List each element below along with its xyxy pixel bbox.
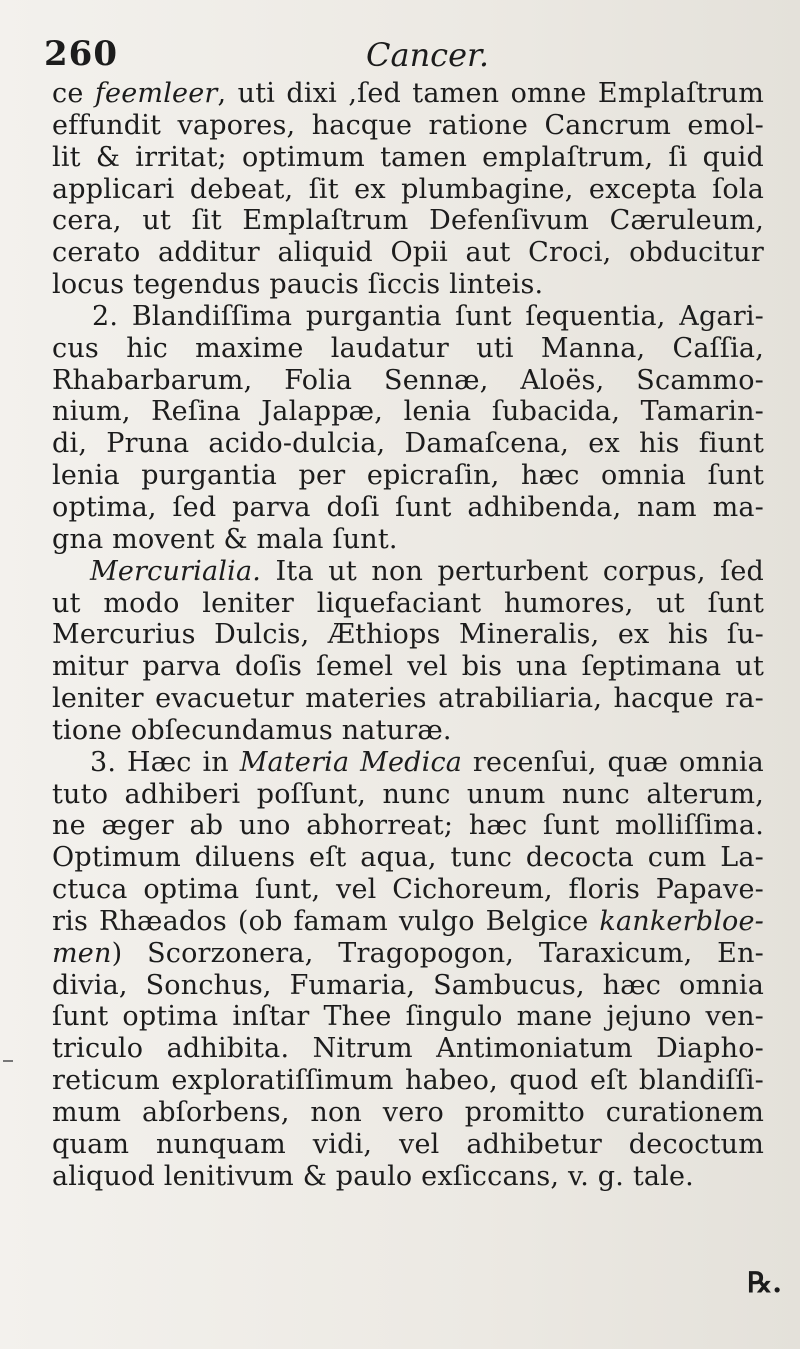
text-line: Optimum diluens eſt aqua, tunc decocta cum La- [52, 842, 764, 874]
text-line: ſunt optima inſtar Thee ſingulo mane jejuno ven- [52, 1001, 764, 1033]
text-line: ris Rhæados (ob famam vulgo Belgice kankerbloe- [52, 905, 764, 937]
page-header [44, 26, 764, 76]
text-line: lenia purgantia per epicraſin, hæc omnia ſunt [52, 460, 764, 492]
running-head: Cancer. [366, 36, 489, 74]
text-line: di, Pruna acido-dulcia, Damaſcena, ex his fiunt [52, 428, 764, 460]
text-line: cus hic maxime laudatur uti Manna, Caſſia, [52, 332, 764, 364]
text-line: mum abſorbens, non vero promitto curationem [52, 1097, 764, 1128]
text-line: gna movent & mala ſunt. [52, 523, 398, 555]
text-line: men) Scorzonera, Tragopogon, Taraxicum, En- [52, 937, 764, 969]
text-line: lit & irritat; optimum tamen emplaſtrum, ſi quid [52, 141, 764, 173]
text-line: ne æger ab uno abhorreat; hæc ſunt molliſſima. [52, 810, 764, 842]
text-line: ctuca optima ſunt, vel Cichoreum, floris Papave- [52, 874, 764, 906]
text-line: 2. Blandiſſima purgantia ſunt ſequentia, Agari- [92, 300, 764, 332]
text-line: quam nunquam vidi, vel adhibetur decoctum [52, 1128, 764, 1160]
text-line: tione obſecundamus naturæ. [52, 714, 452, 746]
text-line: optima, ſed parva doſi ſunt adhibenda, nam ma- [52, 491, 764, 523]
page-number: 260 [44, 34, 118, 74]
text-line: mitur parva doſis ſemel vel bis una ſeptimana ut [52, 651, 764, 683]
text-line: divia, Sonchus, Fumaria, Sambucus, hæc omnia [52, 969, 764, 1001]
text-line: tuto adhiberi poſſunt, nunc unum nunc alterum, [52, 778, 764, 810]
text-line: locus tegendus paucis ſiccis linteis. [52, 269, 544, 301]
text-line: Mercurius Dulcis, Æthiops Mineralis, ex his ſu- [52, 619, 764, 651]
text-line: applicari debeat, ſit ex plumbagine, excepta ſola [52, 173, 764, 205]
text-line: leniter evacuetur materies atrabiliaria, hacque ra- [52, 683, 764, 715]
text-line: Rhabarbarum, Folia Sennæ, Aloës, Scammo- [52, 364, 764, 396]
text-line: aliquod lenitivum & paulo exſiccans, v. g. tale. [52, 1160, 694, 1192]
text-line: 3. Hæc in Materia Medica recenſui, quæ omnia [90, 746, 764, 778]
text-line: cerato additur aliquid Opii aut Croci, obducitur [52, 237, 764, 269]
text-line: Mercurialia. Ita ut non perturbent corpus, ſed [90, 555, 764, 587]
body-text [52, 78, 764, 1193]
text-line: ut modo leniter liquefaciant humores, ut ſunt [52, 587, 764, 619]
text-line: nium, Reſina Jalappæ, lenia ſubacida, Tamarin- [52, 396, 764, 428]
text-line: effundit vapores, hacque ratione Cancrum emol- [52, 109, 764, 141]
text-line: cera, ut ſit Emplaſtrum Defenſivum Cæruleum, [52, 205, 764, 237]
margin-mark [3, 1060, 13, 1062]
text-line: reticum exploratiſſimum habeo, quod eſt blandiſſi- [52, 1065, 764, 1097]
catchword: ℞. [747, 1266, 782, 1299]
text-line: triculo adhibita. Nitrum Antimoniatum Diapho- [52, 1033, 764, 1065]
text-line: ce feemleer, uti dixi ,ſed tamen omne Emplaſtrum [52, 78, 764, 109]
